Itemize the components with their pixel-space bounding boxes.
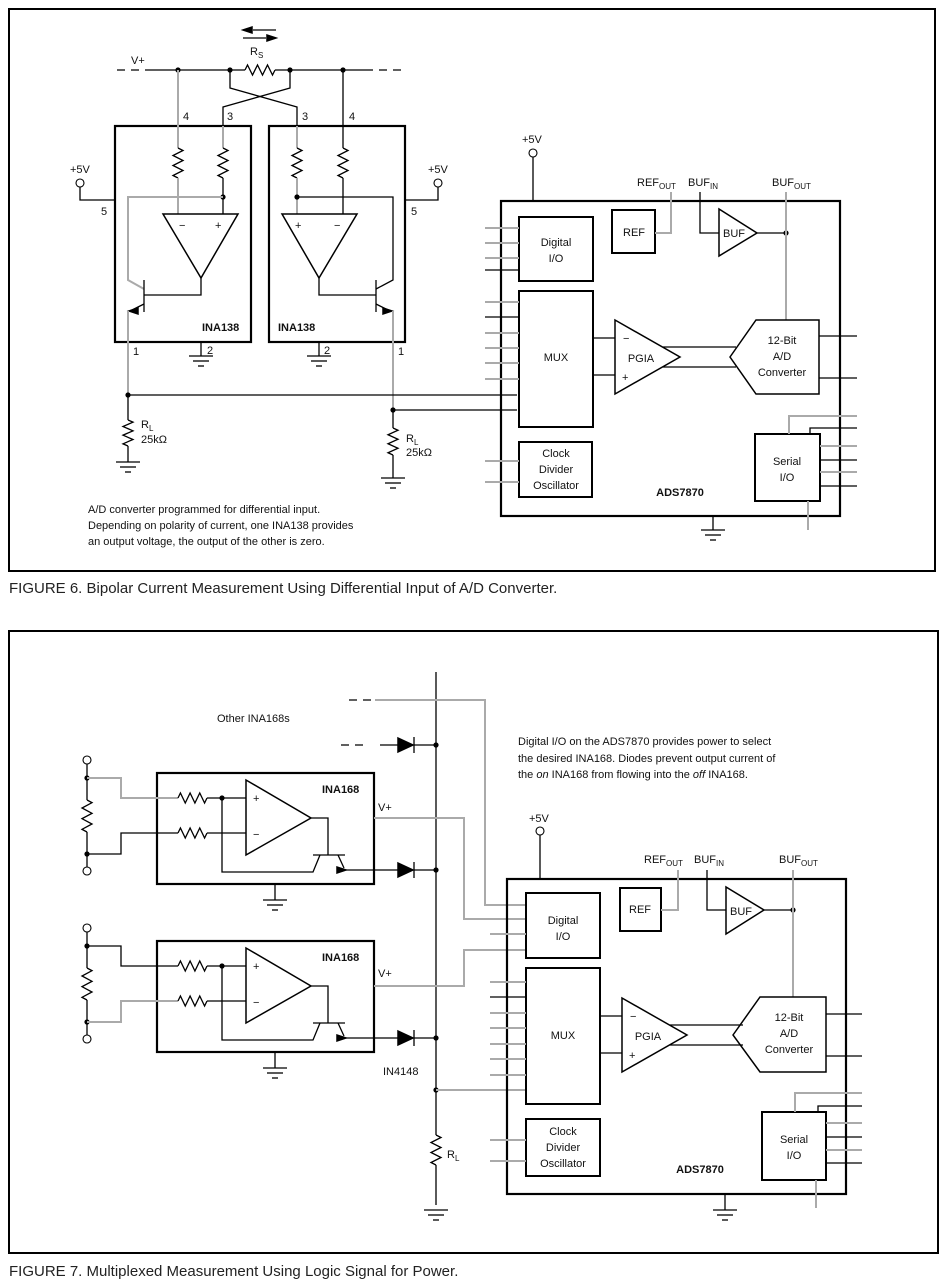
clock-label: Divider <box>538 464 574 476</box>
clock-label: Divider <box>545 1142 581 1154</box>
note-line: Digital I/O on the ADS7870 provides power to select <box>518 736 772 748</box>
wire <box>311 818 328 855</box>
figure-6-labels <box>70 46 811 548</box>
figure-7-caption: FIGURE 7. Multiplexed Measurement Using Logic Signal for Power. <box>9 1263 459 1280</box>
opamp-icon <box>246 948 311 1023</box>
diode-icon <box>398 863 413 877</box>
mux-label: MUX <box>543 352 569 364</box>
resistor-icon <box>338 148 348 178</box>
resistor-icon <box>82 800 92 832</box>
transistor-icon <box>338 1023 344 1036</box>
terminal <box>76 179 84 187</box>
wire <box>144 278 201 295</box>
resistor-icon <box>245 65 275 75</box>
wire <box>87 1001 178 1022</box>
rl-right-value: 25kΩ <box>406 447 432 459</box>
ref-out-label: $REF_{OUT}$ <box>644 854 683 868</box>
wire <box>128 197 223 289</box>
rl-left-label: $R_L$ <box>141 419 154 433</box>
plus-5v-right: +5V <box>428 164 448 176</box>
pgia-label: PGIA <box>627 353 655 365</box>
pin-4-left: 4 <box>183 111 190 123</box>
resistor-icon <box>178 828 207 838</box>
adc-label: Converter <box>757 367 807 379</box>
pgia-plus: + <box>629 1050 636 1062</box>
transistor-icon <box>338 855 344 868</box>
current-arrow-icon <box>243 27 252 33</box>
rs-label: $R_S$ <box>250 46 264 60</box>
wire <box>311 986 328 1023</box>
terminal <box>83 1035 91 1043</box>
pin-1-left: 1 <box>133 346 140 358</box>
figure-6-frame <box>9 9 935 571</box>
opamp-plus: + <box>253 961 260 973</box>
note-line: the on INA168 from flowing into the off INA168. <box>518 769 748 781</box>
resistor-icon <box>218 148 228 178</box>
adc-label: Converter <box>764 1044 814 1056</box>
pgia-plus: + <box>622 372 629 384</box>
wire <box>222 798 320 872</box>
junction-dot <box>433 742 438 747</box>
terminal <box>434 179 442 187</box>
serial-io-label: Serial <box>772 456 802 468</box>
buf-in-label: $BUF_{IN}$ <box>688 177 718 191</box>
note-line: Depending on polarity of current, one INA138 provides <box>88 520 354 532</box>
ads7870-label: ADS7870 <box>656 487 704 499</box>
junction-dot <box>433 1035 438 1040</box>
resistor-icon <box>123 420 133 446</box>
ads7870-label: ADS7870 <box>676 1164 724 1176</box>
diode-part-label: IN4148 <box>383 1066 419 1078</box>
wire <box>230 70 297 126</box>
terminal <box>83 924 91 932</box>
adc-label: 12-Bit <box>774 1012 804 1024</box>
wire <box>374 950 526 986</box>
figure-6-schematic <box>76 27 857 540</box>
ina138-left-label: INA138 <box>202 322 240 334</box>
wire <box>80 187 115 200</box>
wire <box>87 778 178 798</box>
opamp-minus: − <box>253 829 260 841</box>
resistor-icon <box>178 996 207 1006</box>
pin-2-right: 2 <box>324 345 331 357</box>
figure-7-labels <box>217 713 818 1176</box>
ref-out-label: $REF_{OUT}$ <box>637 177 676 191</box>
pin-3-right: 3 <box>302 111 309 123</box>
wire <box>319 278 376 295</box>
resistor-icon <box>82 968 92 1000</box>
opamp-plus: + <box>253 793 260 805</box>
opamp-icon <box>163 214 238 278</box>
wire <box>222 966 320 1040</box>
serial-io-block <box>762 1112 826 1180</box>
ads-plus-5v: +5V <box>529 813 549 825</box>
digital-io-block <box>519 217 593 281</box>
wire <box>707 870 726 910</box>
ina168-bottom-label: INA168 <box>322 952 360 964</box>
digital-io-label: I/O <box>555 931 571 943</box>
clock-label: Oscillator <box>540 1158 586 1170</box>
pin-1-right: 1 <box>398 346 405 358</box>
adc-label: A/D <box>772 351 792 363</box>
wire <box>87 833 178 854</box>
adc-label: A/D <box>779 1028 799 1040</box>
terminal <box>536 827 544 835</box>
wire <box>700 192 719 233</box>
wire <box>297 197 393 289</box>
transistor-emitter-arrow <box>337 1035 346 1041</box>
other-ina168s-label: Other INA168s <box>217 713 290 725</box>
v-plus-label: V+ <box>131 55 145 67</box>
transistor-emitter-arrow <box>337 867 346 873</box>
note-line: A/D converter programmed for differential input. <box>88 504 321 516</box>
plus-5v-left: +5V <box>70 164 90 176</box>
ads-plus-5v: +5V <box>522 134 542 146</box>
pgia-minus: − <box>630 1011 637 1023</box>
resistor-icon <box>178 793 207 803</box>
buf-out-label: $BUF_{OUT}$ <box>779 854 818 868</box>
opamp-plus-right: + <box>295 220 302 232</box>
clock-label: Oscillator <box>533 480 579 492</box>
resistor-icon <box>431 1135 441 1165</box>
ref-block-label: REF <box>623 227 645 239</box>
clock-label: Clock <box>549 1126 577 1138</box>
diode-icon <box>398 738 413 752</box>
ina138-right-label: INA138 <box>278 322 316 334</box>
current-arrow-icon <box>267 35 276 41</box>
pin-2-left: 2 <box>207 345 214 357</box>
serial-io-label: I/O <box>786 1150 802 1162</box>
buf-block-label: BUF <box>730 906 752 918</box>
terminal <box>83 756 91 764</box>
wire <box>789 416 857 434</box>
opamp-plus-left: + <box>215 220 222 232</box>
terminal <box>83 867 91 875</box>
ina168-top-label: INA168 <box>322 784 360 796</box>
digital-io-label: Digital <box>547 915 579 927</box>
ref-block-label: REF <box>629 904 651 916</box>
rl-label: $R_L$ <box>447 1149 460 1163</box>
diode-icon <box>398 1031 413 1045</box>
serial-io-label: Serial <box>779 1134 809 1146</box>
resistor-icon <box>178 961 207 971</box>
opamp-icon <box>246 780 311 855</box>
pgia-label: PGIA <box>634 1031 662 1043</box>
transistor-emitter-arrow <box>129 308 138 314</box>
note-line: the desired INA168. Diodes prevent output current of <box>518 753 776 765</box>
opamp-minus-left: − <box>179 220 186 232</box>
pin-3-left: 3 <box>227 111 234 123</box>
figure-6-caption: FIGURE 6. Bipolar Current Measurement Using Differential Input of A/D Converter. <box>9 580 558 597</box>
junction-dot <box>433 867 438 872</box>
note-line: an output voltage, the output of the other is zero. <box>88 536 325 548</box>
buf-block-label: BUF <box>723 228 745 240</box>
pin-4-right: 4 <box>349 111 356 123</box>
resistor-icon <box>292 148 302 178</box>
v-plus-bottom: V+ <box>378 968 392 980</box>
resistor-icon <box>388 428 398 455</box>
wire <box>795 1093 862 1112</box>
opamp-minus: − <box>253 997 260 1009</box>
pin-5-left: 5 <box>101 206 108 218</box>
rl-right-label: $R_L$ <box>406 433 419 447</box>
buf-in-label: $BUF_{IN}$ <box>694 854 724 868</box>
opamp-minus-right: − <box>334 220 341 232</box>
rl-left-value: 25kΩ <box>141 434 167 446</box>
wire <box>655 192 671 233</box>
wire <box>405 187 438 200</box>
opamp-icon <box>282 214 357 278</box>
serial-io-label: I/O <box>779 472 795 484</box>
mux-label: MUX <box>550 1030 576 1042</box>
clock-label: Clock <box>542 448 570 460</box>
buf-out-label: $BUF_{OUT}$ <box>772 177 811 191</box>
transistor-emitter-arrow <box>383 308 392 314</box>
pin-5-right: 5 <box>411 206 418 218</box>
pgia-minus: − <box>623 333 630 345</box>
resistor-icon <box>173 148 183 178</box>
terminal <box>529 149 537 157</box>
wire <box>661 870 678 910</box>
wire <box>374 818 526 919</box>
adc-label: 12-Bit <box>767 335 797 347</box>
digital-io-label: Digital <box>540 237 572 249</box>
digital-io-label: I/O <box>548 253 564 265</box>
v-plus-top: V+ <box>378 802 392 814</box>
wire <box>87 946 178 966</box>
